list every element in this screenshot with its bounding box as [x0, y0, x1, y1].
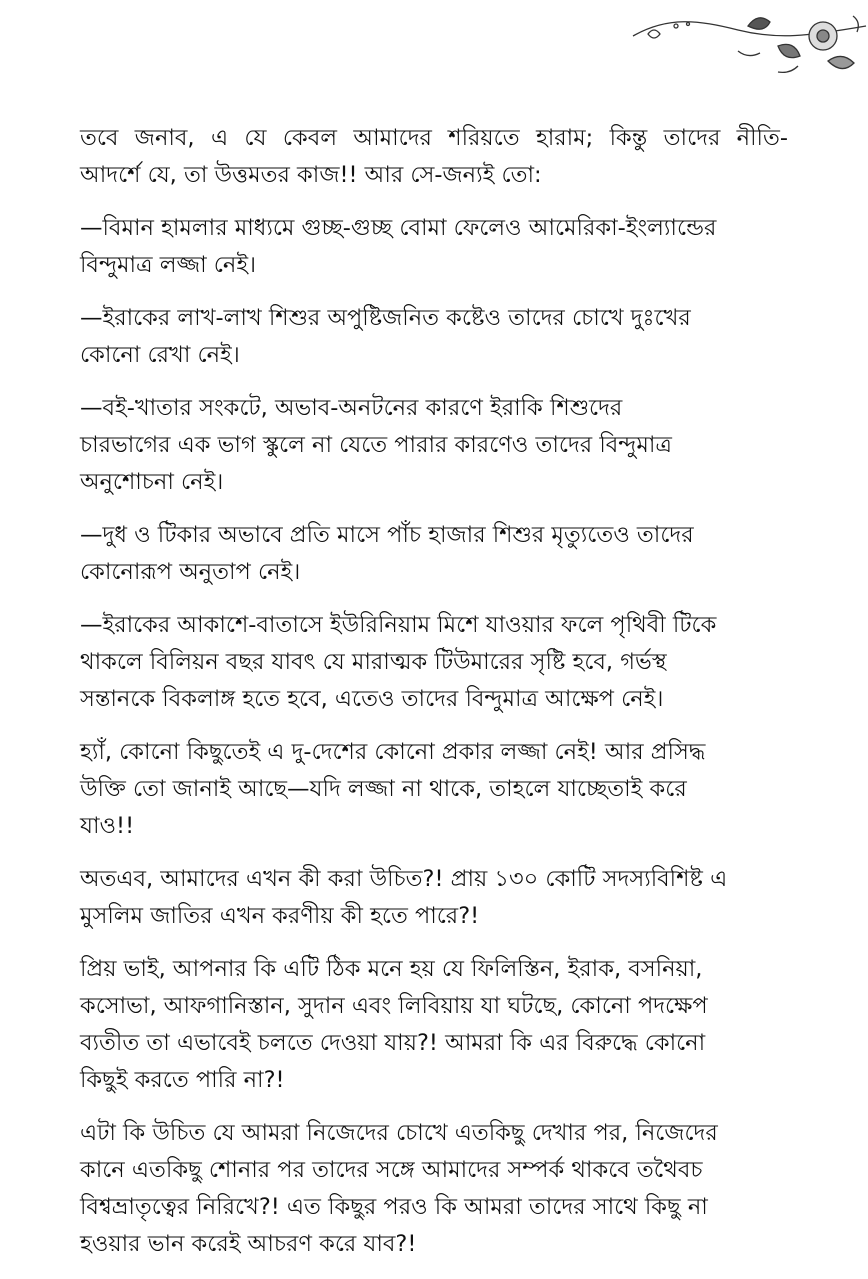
paragraph-6	[80, 607, 788, 718]
text-line: —ইরাকের আকাশে-বাতাসে ইউরিনিয়াম মিশে যাওয়ার ফলে পৃথিবী টিকে	[80, 612, 717, 638]
paragraph-4	[80, 390, 788, 501]
text-line: কসোভা, আফগানিস্তান, সুদান এবং লিবিয়ায় যা ঘটছে, কোনো পদক্ষেপ	[80, 993, 708, 1019]
text-line: যাও!!	[80, 813, 135, 839]
text-line: আদর্শে যে, তা উত্তমতর কাজ!! আর সে-জন্যই তো:	[80, 162, 542, 188]
paragraph-8	[80, 861, 788, 935]
paragraph-5	[80, 517, 788, 591]
text-line: হওয়ার ভান করেই আচরণ করে যাব?!	[80, 1231, 417, 1257]
text-line: —বিমান হামলার মাধ্যমে গুচ্ছ-গুচ্ছ বোমা ফেলেও আমেরিকা-ইংল্যান্ডের	[80, 215, 717, 241]
text-line: থাকলে বিলিয়ন বছর যাবৎ যে মারাত্মক টিউমারের সৃষ্টি হবে, গর্ভস্থ	[80, 649, 667, 675]
text-line: এটা কি উচিত যে আমরা নিজেদের চোখে এতকিছু দেখার পর, নিজেদের	[80, 1120, 718, 1146]
paragraph-9	[80, 951, 788, 1099]
text-line: বিশ্বভ্রাতৃত্বের নিরিখে?! এত কিছুর পরও কি আমরা তাদের সাথে কিছু না	[80, 1194, 708, 1220]
text-line: কিছুই করতে পারি না?!	[80, 1067, 285, 1093]
text-line: ব্যতীত তা এভাবেই চলতে দেওয়া যায়?! আমরা কি এর বিরুদ্ধে কোনো	[80, 1030, 706, 1056]
text-line: সন্তানকে বিকলাঙ্গ হতে হবে, এতেও তাদের বিন্দুমাত্র আক্ষেপ নেই।	[80, 686, 664, 712]
page-body	[80, 120, 788, 1279]
text-line: মুসলিম জাতির এখন করণীয় কী হতে পারে?!	[80, 903, 480, 929]
text-line: অতএব, আমাদের এখন কী করা উচিত?! প্রায় ১৩০ কোটি সদস্যবিশিষ্ট এ	[80, 866, 728, 892]
paragraph-1	[80, 120, 788, 194]
text-line: —ইরাকের লাখ-লাখ শিশুর অপুষ্টিজনিত কষ্টেও তাদের চোখে দুঃখের	[80, 305, 691, 331]
text-line: কোনোরূপ অনুতাপ নেই।	[80, 559, 301, 585]
text-line: বিন্দুমাত্র লজ্জা নেই।	[80, 252, 257, 278]
floral-vine-ornament	[628, 6, 868, 84]
text-line: চারভাগের এক ভাগ স্কুলে না যেতে পারার কারণেও তাদের বিন্দুমাত্র	[80, 432, 672, 458]
text-line: অনুশোচনা নেই।	[80, 469, 224, 495]
paragraph-2	[80, 210, 788, 284]
text-line: —বই-খাতার সংকটে, অভাব-অনটনের কারণে ইরাকি শিশুদের	[80, 395, 623, 421]
text-line: কোনো রেখা নেই।	[80, 342, 240, 368]
text-line: কানে এতকিছু শোনার পর তাদের সঙ্গে আমাদের সম্পর্ক থাকবে তথৈবচ	[80, 1157, 703, 1183]
text-line: প্রিয় ভাই, আপনার কি এটি ঠিক মনে হয় যে ফিলিস্তিন, ইরাক, বসনিয়া,	[80, 956, 703, 982]
text-line: —দুধ ও টিকার অভাবে প্রতি মাসে পাঁচ হাজার শিশুর মৃত্যুতেও তাদের	[80, 522, 694, 548]
text-line: উক্তি তো জানাই আছে—যদি লজ্জা না থাকে, তাহলে যাচ্ছেতাই করে	[80, 776, 687, 802]
paragraph-3	[80, 300, 788, 374]
paragraph-7	[80, 734, 788, 845]
text-line: তবে জনাব, এ যে কেবল আমাদের শরিয়তে হারাম; কিন্তু তাদের নীতি-	[80, 125, 788, 151]
paragraph-10	[80, 1115, 788, 1263]
text-line: হ্যাঁ, কোনো কিছুতেই এ দু-দেশের কোনো প্রকার লজ্জা নেই! আর প্রসিদ্ধ	[80, 739, 706, 765]
